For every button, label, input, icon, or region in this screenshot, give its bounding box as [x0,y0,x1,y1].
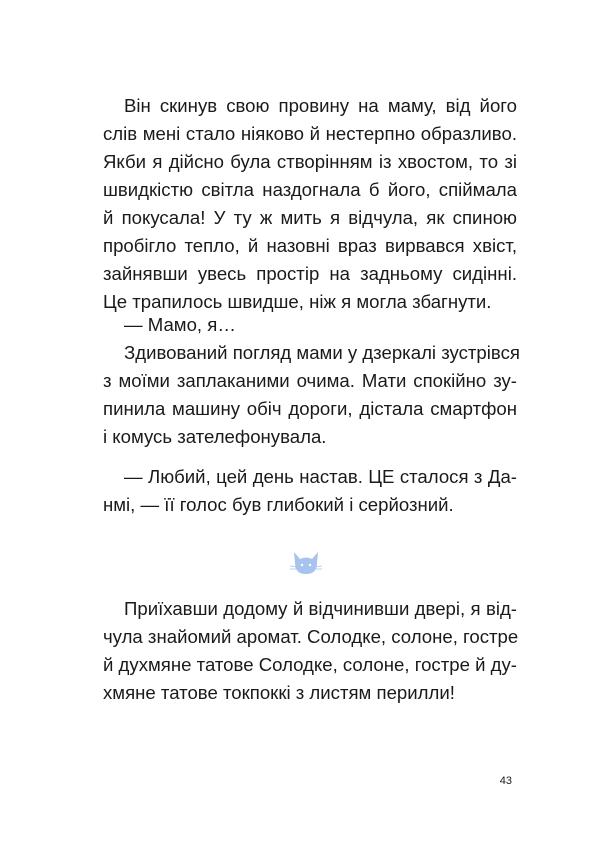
text-line: хмяне татове токпоккі з листям перилли! [103,682,455,703]
text-line: Це трапилось швидше, ніж я могла збагнути. [103,291,492,312]
text-line: чула знайомий аромат. Солодке, солоне, гостре [103,626,519,647]
text-line: з моїми заплаканими очима. Мати спокійно зу- [103,370,517,391]
text-line: Якби я дійсно була створінням із хвостом, то зі [103,151,517,172]
text-line: пробігло тепло, й назовні враз вирвався хвіст, [103,235,517,256]
text-line: нмі, — її голос був глибокий і серйозний. [103,494,454,515]
page-number: 43 [499,775,512,787]
paragraph-1 [103,92,517,316]
text-line: Здивований погляд мами у дзеркалі зустрівся [124,342,520,363]
text-line: Він скинув свою провину на маму, від його [124,95,517,116]
paragraph-4 [103,595,517,707]
cat-head-icon [288,543,324,579]
text-line: швидкістю світла наздогнала б його, спіймала [103,179,517,200]
paragraph-3 [103,463,517,519]
dialogue-line: — Мамо, я… [124,314,236,335]
text-line: і комусь зателефонувала. [103,426,327,447]
dialogue-line: — Любий, цей день настав. ЦЕ сталося з Да- [124,466,517,487]
text-line: зайнявши увесь простір на задньому сидінні. [103,263,517,284]
text-line: пинила машину обіч дороги, дістала смартфон [103,398,517,419]
text-line: й духмяне татове Солодке, солоне, гостре й ду- [103,654,517,675]
paragraph-2 [103,311,520,451]
text-line: слів мені стало ніяково й нестерпно образливо. [103,123,517,144]
text-line: й покусала! У ту ж мить я відчула, як спиною [103,207,517,228]
text-line: Приїхавши додому й відчинивши двері, я від- [124,598,517,619]
